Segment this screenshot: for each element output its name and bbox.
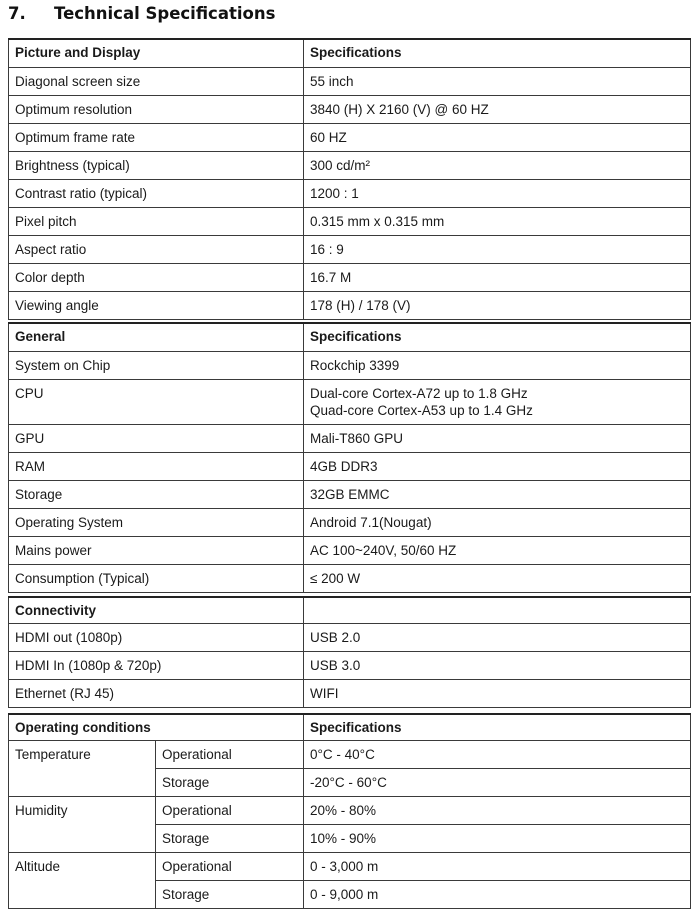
- table-row: [9, 123, 691, 151]
- general-header-row: [9, 323, 691, 351]
- spec-value: USB 3.0: [304, 652, 691, 680]
- spec-label: Optimum resolution: [9, 95, 304, 123]
- table-row: [9, 452, 691, 480]
- spec-label: Ethernet (RJ 45): [9, 680, 304, 708]
- condition-value: 0°C - 40°C: [304, 741, 691, 769]
- condition-group-label: Humidity: [9, 797, 156, 853]
- spec-value: WIFI: [304, 680, 691, 708]
- spec-label: System on Chip: [9, 351, 304, 379]
- table-row: [9, 95, 691, 123]
- spec-value-multiline: [304, 379, 691, 424]
- table-row: [9, 652, 691, 680]
- spec-label: Consumption (Typical): [9, 564, 304, 592]
- general-header-spec: Specifications: [304, 323, 691, 351]
- condition-mode: Operational: [156, 853, 304, 881]
- table-row: [9, 480, 691, 508]
- table-row: [9, 680, 691, 708]
- spec-value: 16 : 9: [304, 235, 691, 263]
- table-row: [9, 263, 691, 291]
- spec-value: 60 HZ: [304, 123, 691, 151]
- table-row: [9, 151, 691, 179]
- spec-label: CPU: [9, 379, 304, 424]
- spec-label: GPU: [9, 424, 304, 452]
- section-heading: [8, 4, 275, 28]
- spec-label: Optimum frame rate: [9, 123, 304, 151]
- table-row: [9, 536, 691, 564]
- spec-value: AC 100~240V, 50/60 HZ: [304, 536, 691, 564]
- spec-value: Rockchip 3399: [304, 351, 691, 379]
- operating-header-row: [9, 714, 691, 741]
- condition-value: 0 - 9,000 m: [304, 881, 691, 909]
- display-header-spec: Specifications: [304, 39, 691, 67]
- spec-label: Viewing angle: [9, 291, 304, 319]
- general-header-label: General: [9, 323, 304, 351]
- table-row: [9, 67, 691, 95]
- spec-label: HDMI In (1080p & 720p): [9, 652, 304, 680]
- table-row: [9, 797, 691, 825]
- table-row: [9, 291, 691, 319]
- cpu-line-2: Quad-core Cortex-A53 up to 1.4 GHz: [310, 402, 533, 418]
- spec-value: 4GB DDR3: [304, 452, 691, 480]
- table-row: [9, 741, 691, 769]
- spec-value: 1200 : 1: [304, 179, 691, 207]
- spec-label: Pixel pitch: [9, 207, 304, 235]
- spec-label: RAM: [9, 452, 304, 480]
- spec-label: Brightness (typical): [9, 151, 304, 179]
- spec-value: 0.315 mm x 0.315 mm: [304, 207, 691, 235]
- cpu-line-1: Dual-core Cortex-A72 up to 1.8 GHz: [310, 385, 528, 401]
- spec-value: 32GB EMMC: [304, 480, 691, 508]
- spec-label: Diagonal screen size: [9, 67, 304, 95]
- table-row: [9, 624, 691, 652]
- condition-group-label: Altitude: [9, 853, 156, 909]
- spec-label: Aspect ratio: [9, 235, 304, 263]
- connectivity-header-row: [9, 597, 691, 624]
- spec-value: 55 inch: [304, 67, 691, 95]
- display-header-label: Picture and Display: [9, 39, 304, 67]
- spec-label: Color depth: [9, 263, 304, 291]
- spec-label: Operating System: [9, 508, 304, 536]
- display-spec-table: [8, 38, 691, 320]
- condition-value: 20% - 80%: [304, 797, 691, 825]
- table-row: [9, 853, 691, 881]
- table-row: [9, 564, 691, 592]
- spec-value: USB 2.0: [304, 624, 691, 652]
- connectivity-header-spec: [304, 597, 691, 624]
- spec-value: 3840 (H) X 2160 (V) @ 60 HZ: [304, 95, 691, 123]
- spec-value: Android 7.1(Nougat): [304, 508, 691, 536]
- condition-mode: Operational: [156, 741, 304, 769]
- condition-mode: Storage: [156, 881, 304, 909]
- table-row: [9, 508, 691, 536]
- table-row: [9, 179, 691, 207]
- condition-value: 10% - 90%: [304, 825, 691, 853]
- condition-group-label: Temperature: [9, 741, 156, 797]
- spec-value: ≤ 200 W: [304, 564, 691, 592]
- spec-value: 178 (H) / 178 (V): [304, 291, 691, 319]
- table-row: [9, 351, 691, 379]
- condition-value: -20°C - 60°C: [304, 769, 691, 797]
- condition-mode: Storage: [156, 769, 304, 797]
- spec-label: Contrast ratio (typical): [9, 179, 304, 207]
- table-row: [9, 379, 691, 424]
- condition-mode: Operational: [156, 797, 304, 825]
- connectivity-spec-table: [8, 596, 691, 708]
- section-number: 7.: [8, 4, 26, 23]
- display-header-row: [9, 39, 691, 67]
- operating-header-spec: Specifications: [304, 714, 691, 741]
- section-title: Technical Specifications: [54, 4, 276, 23]
- connectivity-header-label: Connectivity: [9, 597, 304, 624]
- operating-header-label: Operating conditions: [9, 714, 304, 741]
- table-row: [9, 424, 691, 452]
- condition-value: 0 - 3,000 m: [304, 853, 691, 881]
- operating-spec-table: [8, 713, 691, 909]
- table-row: [9, 207, 691, 235]
- spec-label: Storage: [9, 480, 304, 508]
- table-row: [9, 235, 691, 263]
- spec-value: 16.7 M: [304, 263, 691, 291]
- general-spec-table: [8, 322, 691, 593]
- spec-label: Mains power: [9, 536, 304, 564]
- spec-value: 300 cd/m²: [304, 151, 691, 179]
- spec-label: HDMI out (1080p): [9, 624, 304, 652]
- condition-mode: Storage: [156, 825, 304, 853]
- spec-value: Mali-T860 GPU: [304, 424, 691, 452]
